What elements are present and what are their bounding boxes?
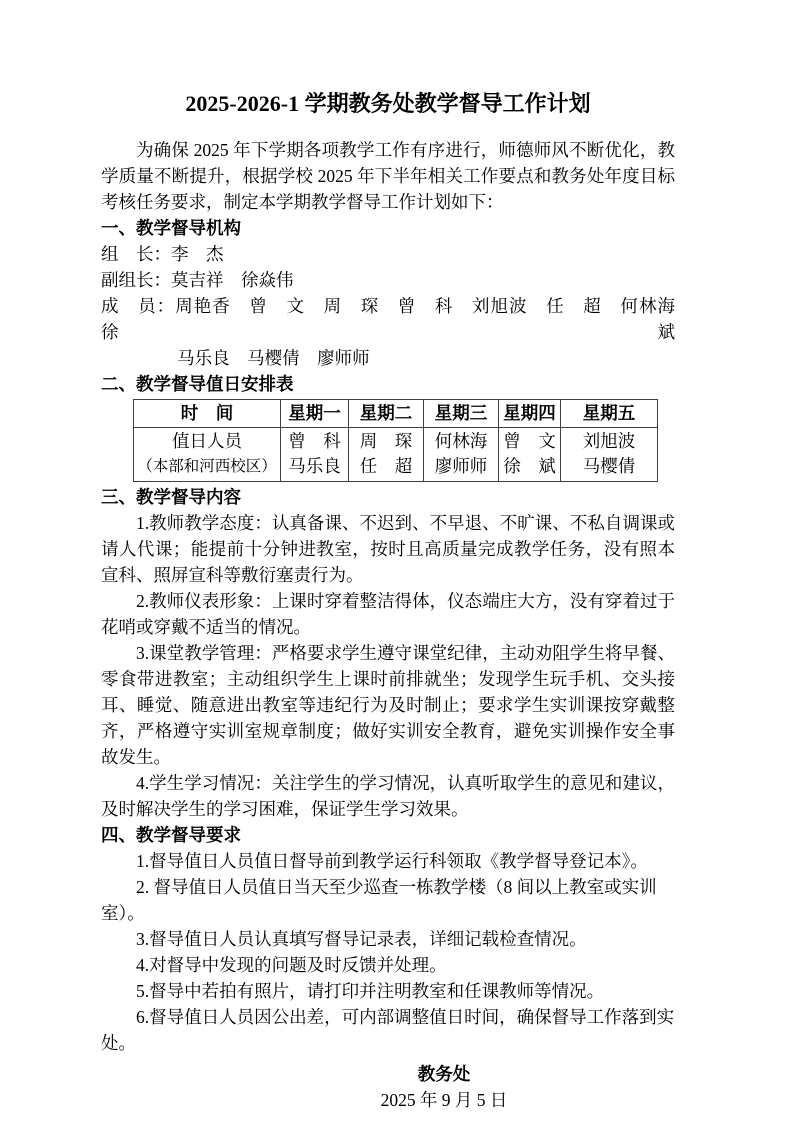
content-item-3: 3.课堂教学管理：严格要求学生遵守课堂纪律，主动劝阻学生将早餐、零食带进教室；主动组织学生上课时前排就坐；发现学生玩手机、交头接耳、睡觉、随意进出教室等违纪行为及时制止；要求学生实训课按穿戴整齐，严格遵守实训室规章制度；做好实训安全教育，避免实训操作安全事故发生。 bbox=[101, 643, 675, 767]
duty-person: 何林海 bbox=[434, 431, 488, 451]
duty-schedule-table bbox=[133, 399, 658, 482]
org-deputy-label: 副组长： bbox=[101, 270, 171, 290]
content-item-4: 4.学生学习情况：关注学生的学习情况，认真听取学生的意见和建议，及时解决学生的学习困难，保证学生学习效果。 bbox=[101, 773, 675, 819]
duty-person: 曾 科 bbox=[288, 431, 341, 451]
duty-cell-thursday bbox=[499, 428, 561, 482]
table-header-row bbox=[134, 400, 658, 428]
table-body-row bbox=[134, 428, 658, 482]
section-heading-schedule: 二、教学督导值日安排表 bbox=[101, 374, 294, 394]
content-item-1: 1.教师教学态度：认真备课、不迟到、不早退、不旷课、不私自调课或请人代课；能提前十分钟进教室，按时且高质量完成教学任务，没有照本宣科、照屏宣科等敷衍塞责行为。 bbox=[101, 513, 675, 585]
duty-campus-note: （本部和河西校区） bbox=[137, 458, 277, 475]
signature-department: 教务处 bbox=[417, 1064, 471, 1084]
table-header-time: 时 间 bbox=[134, 400, 281, 428]
requirement-item-1: 1.督导值日人员值日督导前到教学运行科领取《教学督导登记本》。 bbox=[136, 851, 648, 871]
table-header-tuesday: 星期二 bbox=[349, 400, 424, 428]
duty-person: 马樱倩 bbox=[582, 456, 636, 476]
org-members-label: 成 员： bbox=[101, 296, 176, 316]
document-title: 2025-2026-1 学期教务处教学督导工作计划 bbox=[185, 91, 591, 116]
section-heading-content: 三、教学督导内容 bbox=[101, 487, 241, 507]
duty-cell-tuesday bbox=[349, 428, 424, 482]
table-header-thursday: 星期四 bbox=[499, 400, 561, 428]
org-leader-name: 李 杰 bbox=[171, 244, 224, 264]
content-item-2: 2.教师仪表形象：上课时穿着整洁得体，仪态端庄大方，没有穿着过于花哨或穿戴不适当的情况。 bbox=[101, 591, 675, 637]
duty-person: 周 琛 bbox=[359, 431, 413, 451]
duty-person: 曾 文 bbox=[503, 431, 556, 451]
table-header-monday: 星期一 bbox=[281, 400, 349, 428]
intro-paragraph: 为确保 2025 年下学期各项教学工作有序进行，师德师风不断优化，教学质量不断提升，根据学校 2025 年下半年相关工作要点和教务处年度目标考核任务要求，制定本学期教学督导工作计划如下： bbox=[101, 140, 675, 212]
duty-person: 徐 斌 bbox=[503, 456, 556, 476]
duty-person: 刘旭波 bbox=[582, 431, 636, 451]
requirement-item-2: 2. 督导值日人员值日当天至少巡查一栋教学楼（8 间以上教室或实训室）。 bbox=[101, 877, 657, 923]
requirement-item-4: 4.对督导中发现的问题及时反馈并处理。 bbox=[136, 955, 447, 975]
requirement-item-5: 5.督导中若拍有照片，请打印并注明教室和任课教师等情况。 bbox=[136, 981, 605, 1001]
duty-row-label-cell bbox=[134, 428, 281, 482]
signature-date: 2025 年 9 月 5 日 bbox=[380, 1090, 508, 1110]
requirement-item-3: 3.督导值日人员认真填写督导记录表，详细记载检查情况。 bbox=[136, 929, 587, 949]
org-row-deputy bbox=[101, 267, 675, 293]
duty-person: 任 超 bbox=[359, 456, 413, 476]
org-leader-label: 组 长： bbox=[101, 244, 171, 264]
duty-cell-wednesday bbox=[424, 428, 499, 482]
duty-personnel-label: 值日人员 bbox=[172, 431, 242, 451]
duty-cell-monday bbox=[281, 428, 349, 482]
org-row-members-continued: 马乐良 马樱倩 廖师师 bbox=[177, 348, 370, 368]
org-row-members bbox=[101, 293, 693, 345]
org-row-leader bbox=[101, 241, 675, 267]
duty-person: 马乐良 bbox=[288, 456, 341, 476]
section-heading-org: 一、教学督导机构 bbox=[101, 218, 241, 238]
org-members-names: 周艳香 曾 文 周 琛 曾 科 刘旭波 任 超 何林海 徐 斌 bbox=[101, 296, 693, 342]
section-heading-requirements: 四、教学督导要求 bbox=[101, 825, 241, 845]
table-header-friday: 星期五 bbox=[561, 400, 658, 428]
duty-person: 廖师师 bbox=[434, 456, 488, 476]
table-header-wednesday: 星期三 bbox=[424, 400, 499, 428]
org-deputy-names: 莫吉祥 徐焱伟 bbox=[171, 270, 294, 290]
duty-cell-friday bbox=[561, 428, 658, 482]
requirement-item-6: 6.督导值日人员因公出差，可内部调整值日时间，确保督导工作落到实处。 bbox=[101, 1007, 675, 1053]
